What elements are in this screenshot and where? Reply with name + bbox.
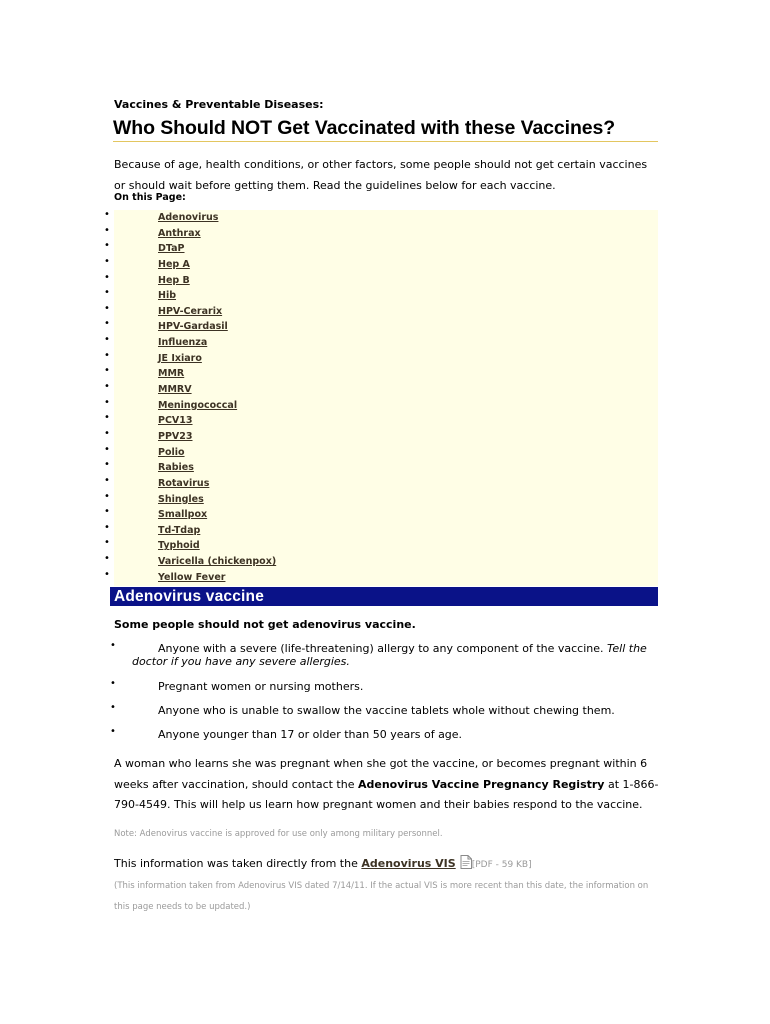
- bullet-icon: •: [104, 224, 110, 236]
- toc-link[interactable]: Rotavirus: [158, 477, 210, 489]
- toc-link[interactable]: Hep A: [158, 258, 190, 270]
- toc-link[interactable]: Anthrax: [158, 227, 201, 239]
- toc-link[interactable]: Yellow Fever: [158, 571, 226, 583]
- section-title: Adenovirus vaccine: [114, 588, 265, 605]
- reason-main: Anyone with a severe (life-threatening) allergy to any component of the vaccine.: [158, 642, 608, 655]
- bullet-icon: •: [110, 726, 116, 737]
- bullet-icon: •: [110, 678, 116, 689]
- bullet-icon: •: [104, 443, 110, 455]
- bullet-icon: •: [104, 209, 110, 220]
- toc-link[interactable]: Shingles: [158, 493, 204, 505]
- toc-link[interactable]: Polio: [158, 446, 185, 458]
- bullet-icon: •: [104, 537, 110, 549]
- toc-link[interactable]: Influenza: [158, 337, 208, 349]
- bullet-icon: •: [104, 553, 110, 565]
- section-lead: Some people should not get adenovirus vaccine.: [114, 618, 416, 631]
- toc-link[interactable]: Smallpox: [158, 509, 208, 521]
- bullet-icon: •: [104, 287, 110, 299]
- reason-text: [132, 704, 652, 717]
- bullet-icon: •: [110, 640, 116, 651]
- toc-link[interactable]: Hib: [158, 290, 177, 302]
- bullet-icon: •: [104, 459, 110, 471]
- toc-link[interactable]: MMRV: [158, 384, 192, 396]
- bullet-icon: •: [104, 412, 110, 424]
- reason-main: Pregnant women or nursing mothers.: [158, 680, 364, 693]
- toc-link[interactable]: MMR: [158, 368, 185, 380]
- bullet-icon: •: [104, 334, 110, 346]
- pregnancy-text-after: at 1-866-790-4549. This will help us learn how pregnant women and their babies respond to the vaccine.: [114, 777, 659, 811]
- pregnancy-text-before: A woman who learns she was pregnant when she got the vaccine, or becomes pregnant within 6 weeks after vaccination, should contact the: [114, 757, 648, 791]
- bullet-icon: •: [104, 271, 110, 283]
- toc-link[interactable]: JE Ixiaro: [158, 352, 202, 364]
- pdf-icon[interactable]: [460, 855, 472, 869]
- bullet-icon: •: [104, 349, 110, 361]
- bullet-icon: •: [104, 302, 110, 314]
- bullet-icon: •: [104, 521, 110, 533]
- bullet-icon: •: [104, 474, 110, 486]
- toc-link[interactable]: Adenovirus: [158, 212, 219, 223]
- pdf-size: [PDF - 59 KB]: [471, 860, 532, 870]
- bullet-icon: •: [110, 702, 116, 713]
- military-note: Note: Adenovirus vaccine is approved for use only among military personnel.: [114, 829, 443, 839]
- reason-main: Anyone who is unable to swallow the vaccine tablets whole without chewing them.: [158, 704, 615, 717]
- bullet-icon: •: [104, 381, 110, 393]
- pregnancy-paragraph: [114, 754, 659, 816]
- toc-link[interactable]: Rabies: [158, 462, 194, 474]
- toc-link[interactable]: PCV13: [158, 415, 193, 427]
- source-prefix: This information was taken directly from the: [114, 857, 362, 870]
- bullet-icon: •: [104, 568, 110, 580]
- reason-text: [132, 728, 652, 741]
- reason-emphasis: Tell the doctor if you have any severe allergies.: [132, 642, 647, 668]
- toc-link[interactable]: Td-Tdap: [158, 524, 201, 536]
- on-this-page-label: On this Page:: [114, 192, 186, 203]
- bullet-icon: •: [104, 255, 110, 267]
- toc-link[interactable]: HPV-Gardasil: [158, 321, 228, 333]
- vis-disclaimer: (This information taken from Adenovirus VIS dated 7/14/11. If the actual VIS is more recent than this date, the information on this page needs to be updated.): [114, 881, 649, 912]
- toc-link[interactable]: Typhoid: [158, 540, 200, 552]
- reason-text: [132, 642, 652, 668]
- bullet-icon: •: [104, 240, 110, 252]
- toc-link[interactable]: DTaP: [158, 243, 185, 255]
- reason-main: Anyone younger than 17 or older than 50 years of age.: [158, 728, 463, 741]
- toc-link[interactable]: Varicella (chickenpox): [158, 556, 277, 568]
- page-kicker: Vaccines & Preventable Diseases:: [114, 98, 324, 111]
- bullet-icon: •: [104, 365, 110, 377]
- intro-text: Because of age, health conditions, or other factors, some people should not get certain vaccines or should wait before getting them. Read the guidelines below for each vaccine.: [114, 158, 648, 192]
- adenovirus-vis-link[interactable]: Adenovirus VIS: [361, 857, 456, 870]
- pregnancy-registry-name: Adenovirus Vaccine Pregnancy Registry: [357, 777, 605, 791]
- bullet-icon: •: [104, 506, 110, 518]
- toc-link[interactable]: PPV23: [158, 430, 193, 442]
- section-header-bar: [110, 587, 658, 606]
- reason-text: [132, 680, 652, 693]
- toc-link[interactable]: Meningococcal: [158, 399, 238, 411]
- page-title: Who Should NOT Get Vaccinated with these Vaccines?: [113, 117, 658, 142]
- bullet-icon: •: [104, 396, 110, 408]
- bullet-icon: •: [104, 318, 110, 330]
- source-line: [114, 855, 532, 870]
- bullet-icon: •: [104, 490, 110, 502]
- toc-link[interactable]: Hep B: [158, 274, 190, 286]
- bullet-icon: •: [104, 427, 110, 439]
- toc-link[interactable]: HPV-Cerarix: [158, 305, 223, 317]
